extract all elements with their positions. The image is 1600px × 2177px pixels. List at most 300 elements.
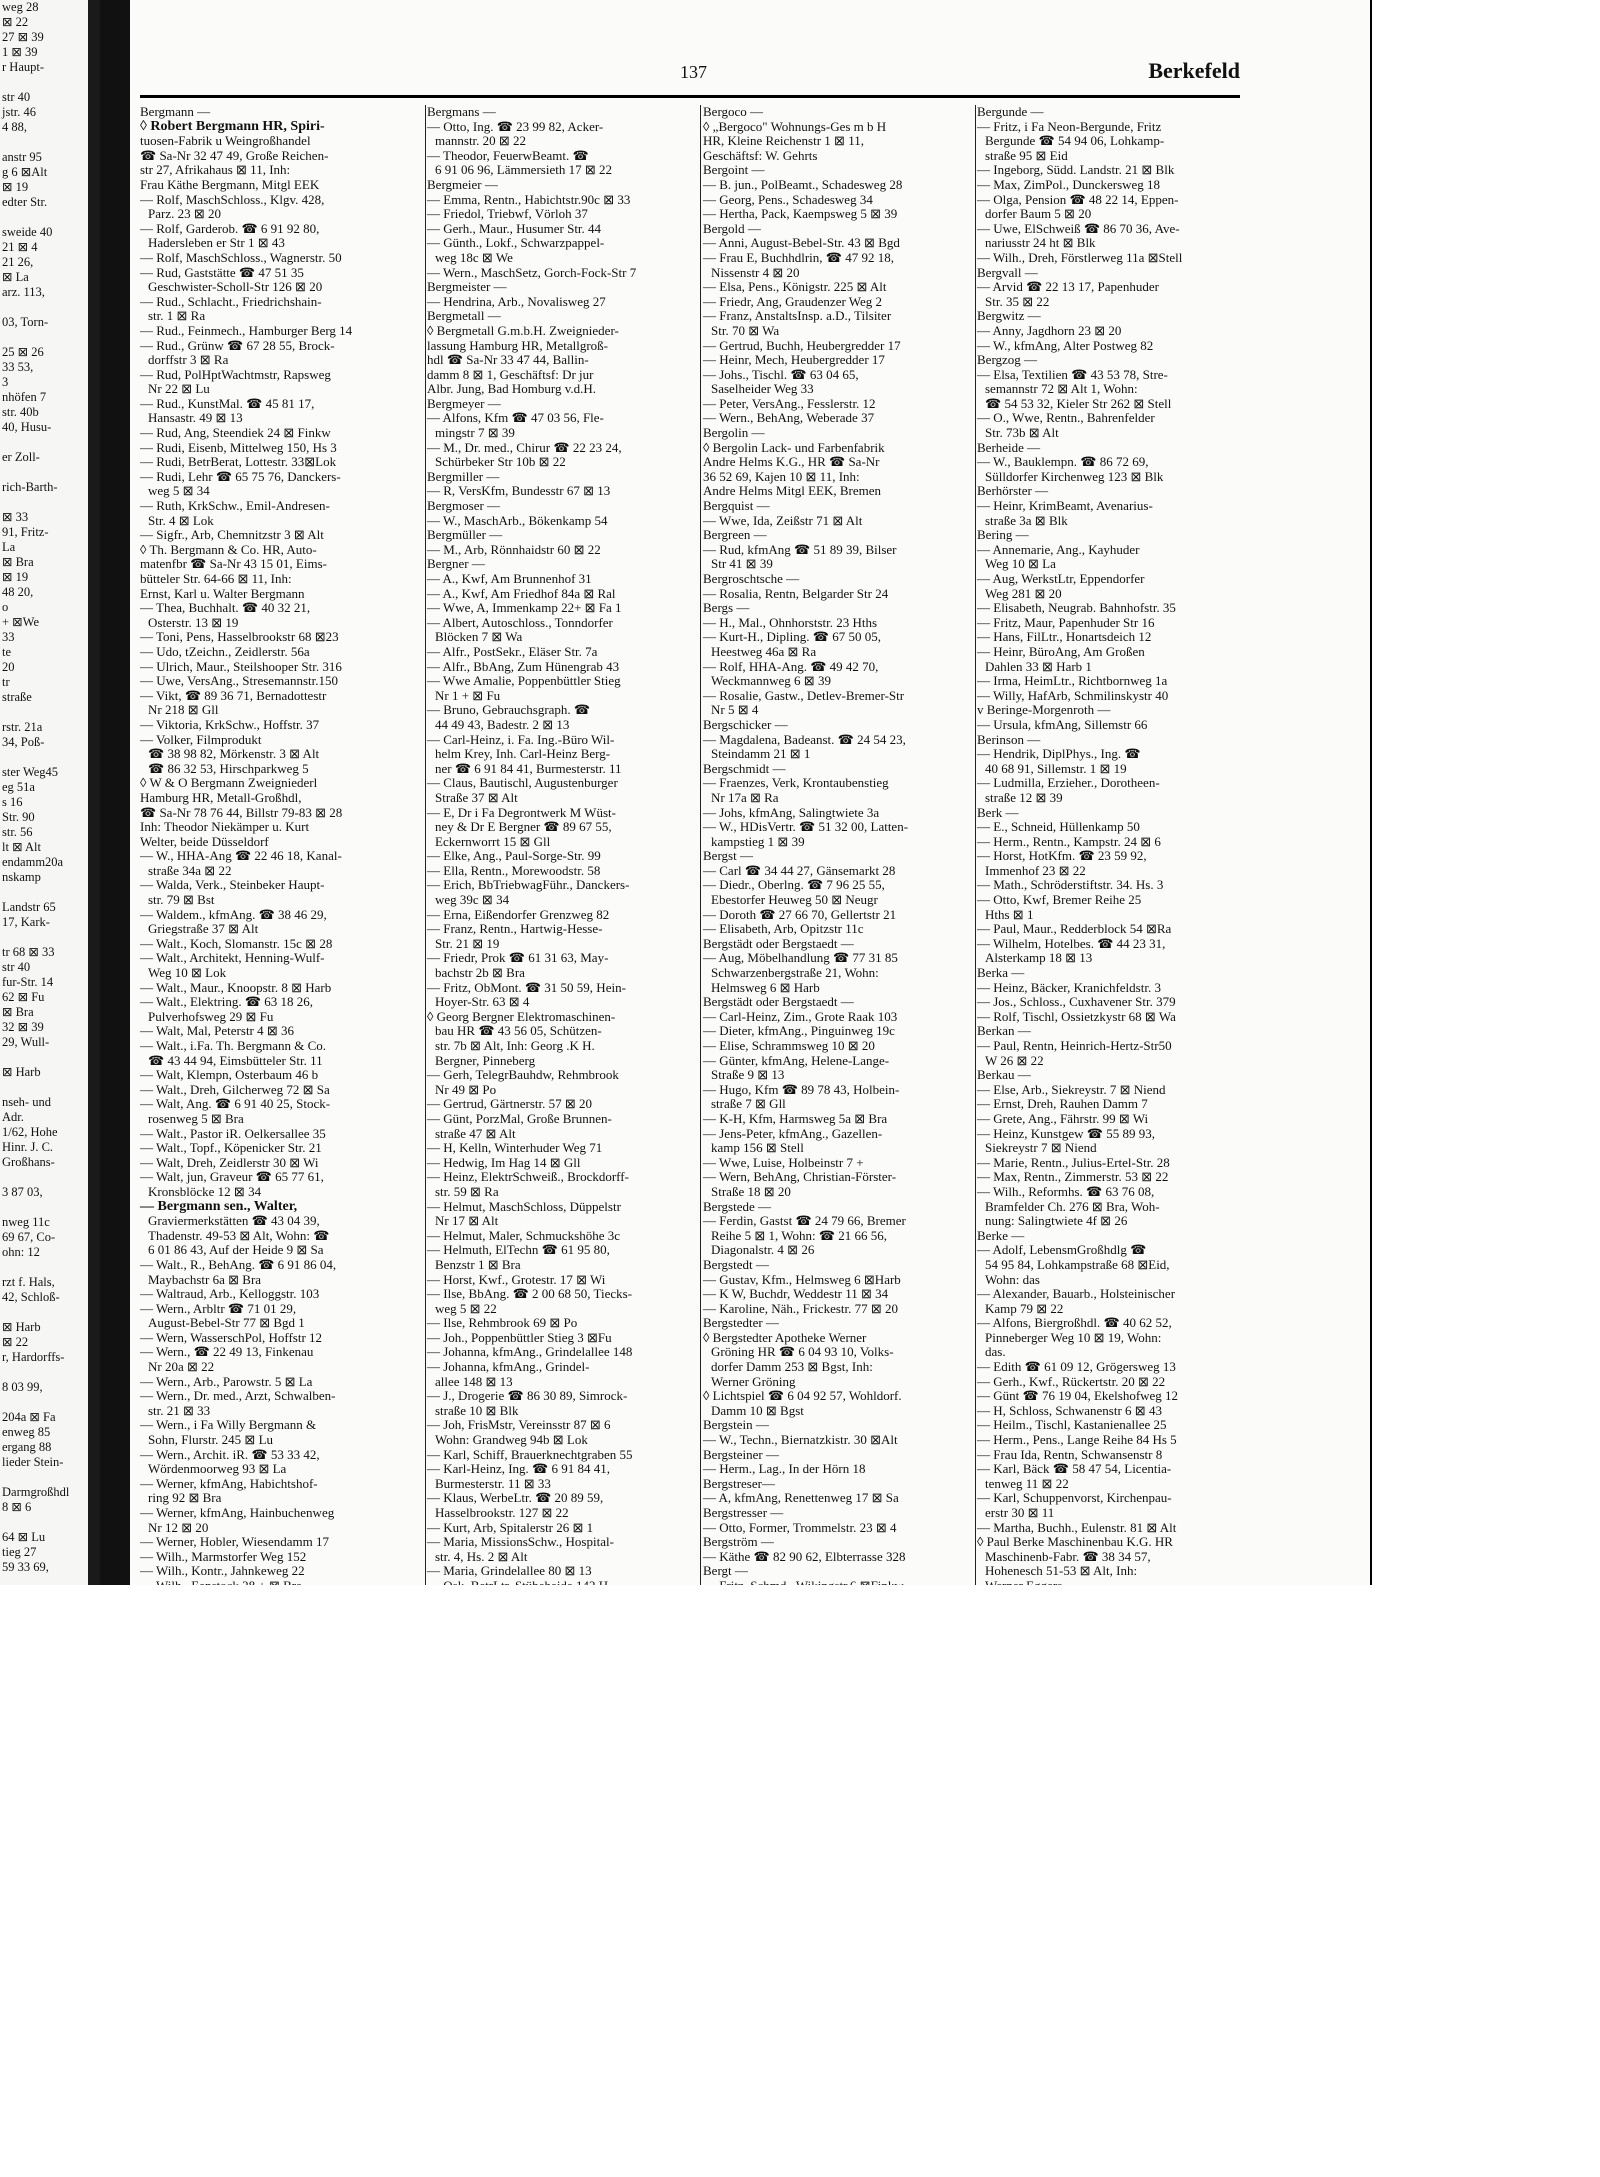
directory-entry: ◊ Georg Bergner Elektromaschinen-	[427, 1008, 616, 1024]
directory-entry: allee 148 ⊠ 13	[435, 1373, 513, 1389]
directory-entry: Straße 18 ⊠ 20	[711, 1183, 791, 1199]
directory-entry: — Hertha, Pack, Kaempsweg 5 ⊠ 39	[703, 206, 898, 222]
surname-heading: Bergst —	[703, 848, 753, 864]
previous-page-line	[0, 705, 100, 720]
directory-entry: Hohenesch 51-53 ⊠ Alt, Inh:	[985, 1563, 1138, 1579]
directory-entry: Saselheider Weg 33	[711, 381, 814, 397]
directory-entry: — Waltraud, Arb., Kelloggstr. 103	[140, 1286, 320, 1302]
previous-page-line	[0, 1395, 100, 1410]
directory-entry: straße 10 ⊠ Blk	[435, 1402, 519, 1418]
previous-page-line: lieder Stein-	[2, 1455, 64, 1469]
directory-entry: — H, Schloss, Schwanenstr 6 ⊠ 43	[977, 1402, 1162, 1418]
previous-page-line	[0, 750, 100, 765]
previous-page-line: 34, Poß-	[2, 735, 45, 749]
directory-entry: Nr 1 + ⊠ Fu	[435, 687, 501, 703]
surname-heading: Berheide —	[977, 439, 1041, 455]
directory-entry: tenweg 11 ⊠ 22	[985, 1475, 1069, 1491]
directory-entry: Bergner, Pinneberg	[435, 1052, 536, 1068]
directory-entry: — Ruth, KrkSchw., Emil-Andresen-	[140, 498, 330, 514]
directory-entry: — Werner, kfmAng, Habichtshof-	[140, 1475, 318, 1491]
previous-page-line: tr 68 ⊠ 33	[2, 945, 55, 959]
previous-page-line: 17, Kark-	[2, 915, 50, 929]
column-divider	[975, 105, 976, 1585]
surname-heading: Bergmeyer —	[427, 395, 501, 411]
directory-entry: — Alexander, Bauarb., Holsteinischer	[977, 1286, 1176, 1302]
directory-entry: — Martha, Buchh., Eulenstr. 81 ⊠ Alt	[977, 1519, 1177, 1535]
directory-entry: — Aug, WerkstLtr, Eppendorfer	[977, 571, 1145, 586]
previous-page-line: g 6 ⊠Alt	[2, 165, 48, 179]
previous-page-line: lt ⊠ Alt	[2, 840, 41, 854]
directory-entry: — Heinz, ElektrSchweiß., Brockdorff-	[427, 1169, 629, 1185]
directory-entry: — Walda, Verk., Steinbeker Haupt-	[140, 877, 325, 893]
directory-entry: — Klaus, WerbeLtr. ☎ 20 89 59,	[427, 1490, 604, 1506]
previous-page-line: Großhans-	[2, 1155, 55, 1169]
directory-entry: — Wern, BehAng, Christian-Förster-	[703, 1169, 897, 1185]
directory-entry: Hasselbrookstr. 127 ⊠ 22	[435, 1505, 569, 1520]
directory-entry: Dahlen 33 ⊠ Harb 1	[985, 658, 1092, 674]
directory-entry: — Jens-Peter, kfmAng., Gazellen-	[703, 1125, 883, 1141]
directory-entry: hdl ☎ Sa-Nr 33 47 44, Ballin-	[427, 352, 589, 368]
directory-entry: — Udo, tZeichn., Zeidlerstr. 56a	[140, 643, 310, 659]
previous-page-line: ⊠ 19	[2, 570, 29, 584]
directory-entry: — Ingeborg, Südd. Landstr. 21 ⊠ Blk	[977, 162, 1175, 178]
directory-entry: erstr 30 ⊠ 11	[985, 1505, 1055, 1520]
previous-page-line: 40, Husu-	[2, 420, 52, 434]
directory-entry: straße 7 ⊠ Gll	[711, 1096, 786, 1112]
directory-entry: — W., HDisVertr. ☎ 51 32 00, Latten-	[703, 819, 909, 835]
previous-page-line: 21 26,	[2, 255, 34, 269]
previous-page-line: 4 88,	[2, 120, 27, 134]
directory-entry: Str 41 ⊠ 39	[711, 556, 773, 572]
directory-entry: Benzstr 1 ⊠ Bra	[435, 1256, 521, 1272]
directory-entry: — Anny, Jagdhorn 23 ⊠ 20	[977, 322, 1122, 338]
directory-entry: — Günter, kfmAng, Helene-Lange-	[703, 1052, 890, 1068]
directory-entry: Andre Helms K.G., HR ☎ Sa-Nr	[703, 454, 880, 470]
previous-page-line	[0, 1470, 100, 1485]
directory-entry: Weckmannweg 6 ⊠ 39	[711, 673, 831, 689]
directory-entry: — Wern, WasserschPol, Hoffstr 12	[140, 1329, 323, 1345]
directory-entry: — Rudi, Lehr ☎ 65 75 76, Danckers-	[140, 468, 341, 484]
column-divider	[700, 105, 701, 1585]
directory-entry: — Rolf, Tischl, Ossietzkystr 68 ⊠ Wa	[977, 1008, 1176, 1024]
directory-entry: — Wern., MaschSetz, Gorch-Fock-Str 7	[427, 264, 637, 280]
directory-entry: Kronsblöcke 12 ⊠ 34	[148, 1183, 262, 1199]
directory-entry: — Horst, Kwf., Grotestr. 17 ⊠ Wi	[427, 1271, 606, 1287]
directory-entry: — J., Drogerie ☎ 86 30 89, Simrock-	[427, 1388, 628, 1404]
directory-entry: — Rudi, BetrBerat, Lottestr. 33⊠Lok	[140, 454, 337, 470]
surname-heading: Bergmeister —	[427, 279, 507, 295]
directory-entry: — Helmuth, ElTechn ☎ 61 95 80,	[427, 1242, 610, 1258]
directory-entry: — Erich, BbTriebwagFühr., Danckers-	[427, 877, 630, 893]
directory-entry: ◊ W & O Bergmann Zweigniederl	[140, 775, 318, 791]
directory-entry: — Kurt-H., Dipling. ☎ 67 50 05,	[703, 629, 881, 645]
directory-entry: mannstr. 20 ⊠ 22	[435, 133, 527, 149]
previous-page-line	[0, 1260, 100, 1275]
directory-entry: — E., Schneid, Hüllenkamp 50	[977, 819, 1140, 835]
previous-page-line	[0, 930, 100, 945]
previous-page-line: r Haupt-	[2, 60, 44, 74]
directory-entry: — Paul, Maur., Redderblock 54 ⊠Ra	[977, 921, 1172, 937]
directory-entry: — Emma, Rentn., Habichtstr.90c ⊠ 33	[427, 191, 631, 207]
previous-page-line	[0, 1200, 100, 1215]
directory-entry: — Herm., Lag., In der Hörn 18	[703, 1461, 866, 1477]
directory-entry: — Else, Arb., Siekreystr. 7 ⊠ Niend	[977, 1081, 1166, 1097]
directory-entry: Blöcken 7 ⊠ Wa	[435, 629, 523, 645]
directory-entry: — Werner, kfmAng, Hainbuchenweg	[140, 1505, 335, 1520]
directory-entry: — Heilm., Tischl, Kastanienallee 25	[977, 1417, 1167, 1433]
directory-entry: ◊ Bergmetall G.m.b.H. Zweignieder-	[427, 322, 619, 338]
previous-page-line: 1 ⊠ 39	[2, 45, 38, 59]
surname-heading: Berk —	[977, 804, 1019, 820]
directory-entry: — Wilh., Marmstorfer Weg 152	[140, 1548, 307, 1564]
directory-entry: — M., Dr. med., Chirur ☎ 22 23 24,	[427, 439, 622, 455]
directory-entry: Eckernworrt 15 ⊠ Gll	[435, 833, 551, 849]
surname-heading: Bergquist —	[703, 498, 770, 514]
directory-entry: — Walt., R., BehAng. ☎ 6 91 86 04,	[140, 1256, 337, 1272]
surname-heading: Bergroschtsche —	[703, 571, 800, 586]
directory-entry: — Carl-Heinz, i. Fa. Ing.-Büro Wil-	[427, 731, 615, 747]
previous-page-line: 29, Wull-	[2, 1035, 50, 1049]
previous-page-line: 8 03 99,	[2, 1380, 43, 1394]
directory-entry: — Wilh., Kontr., Jahnkeweg 22	[140, 1563, 305, 1579]
previous-page-line	[0, 75, 100, 90]
directory-entry: — Ella, Rentn., Morewoodstr. 58	[427, 862, 601, 878]
previous-page-line	[0, 885, 100, 900]
directory-entry: — Ilse, Rehmbrook 69 ⊠ Po	[427, 1315, 578, 1331]
directory-entry: Steindamm 21 ⊠ 1	[711, 746, 811, 762]
directory-entry: — Johs, kfmAng, Salingtwiete 3a	[703, 804, 880, 820]
directory-entry: — Magdalena, Badeanst. ☎ 24 54 23,	[703, 731, 906, 747]
directory-entry: — Elsa, Pens., Königstr. 225 ⊠ Alt	[703, 279, 887, 295]
directory-entry: Maybachstr 6a ⊠ Bra	[148, 1271, 262, 1287]
directory-entry: ney & Dr E Bergner ☎ 89 67 55,	[435, 819, 612, 835]
directory-entry: — Jos., Schloss., Cuxhavener Str. 379	[977, 994, 1176, 1010]
previous-page-line: 64 ⊠ Lu	[2, 1530, 46, 1544]
directory-entry: — Joh, FrisMstr, Vereinsstr 87 ⊠ 6	[427, 1417, 611, 1433]
directory-entry: ner ☎ 6 91 84 41, Burmesterstr. 11	[435, 760, 622, 776]
previous-page-line	[0, 1170, 100, 1185]
directory-entry: helm Krey, Inh. Carl-Heinz Berg-	[435, 746, 611, 762]
previous-page-line: rich-Barth-	[2, 480, 58, 494]
previous-page-line	[0, 330, 100, 345]
surname-heading: Bergstreser—	[703, 1475, 775, 1491]
directory-entry: — Georg, Pens., Schadesweg 34	[703, 191, 873, 207]
surname-heading: Bergstede —	[703, 1198, 771, 1214]
directory-entry: Nissenstr 4 ⊠ 20	[711, 264, 800, 280]
directory-entry: kamp 156 ⊠ Stell	[711, 1140, 804, 1156]
directory-entry: — Fritz, i Fa Neon-Bergunde, Fritz	[977, 118, 1162, 134]
directory-entry: — Paul, Rentn, Heinrich-Hertz-Str50	[977, 1038, 1172, 1053]
directory-entry: — Elisabeth, Neugrab. Bahnhofstr. 35	[977, 600, 1176, 616]
directory-entry: Schürbeker Str 10b ⊠ 22	[435, 454, 566, 470]
page-number: 137	[680, 62, 707, 82]
previous-page-line: jstr. 46	[2, 105, 37, 119]
previous-page-line: ergang 88	[2, 1440, 52, 1454]
directory-entry: 6 01 86 43, Auf der Heide 9 ⊠ Sa	[148, 1242, 324, 1258]
directory-entry: Hoyer-Str. 63 ⊠ 4	[435, 994, 530, 1010]
directory-entry: Pinneberger Weg 10 ⊠ 19, Wohn:	[985, 1329, 1162, 1345]
previous-page-line: edter Str.	[2, 195, 48, 209]
directory-entry: — Rud., Schlacht., Friedrichshain-	[140, 293, 322, 309]
previous-page-line	[0, 1305, 100, 1320]
directory-entry: — Heinr, BüroAng, Am Großen	[977, 643, 1145, 659]
directory-entry: Weg 10 ⊠ La	[985, 556, 1056, 572]
directory-entry: 40 68 91, Sillemstr. 1 ⊠ 19	[985, 760, 1127, 776]
directory-entry: — Frau E, Buchhdlrin, ☎ 47 92 18,	[703, 249, 894, 265]
surname-heading: Bergstein —	[703, 1417, 769, 1433]
directory-entry: — Rud, Gaststätte ☎ 47 51 35	[140, 264, 304, 280]
directory-entry: Straße 37 ⊠ Alt	[435, 789, 518, 805]
directory-entry: ◊ Bergolin Lack- und Farbenfabrik	[703, 439, 885, 455]
directory-entry: — Hans, FilLtr., Honartsdeich 12	[977, 629, 1152, 645]
surname-heading: Bergt —	[703, 1563, 748, 1579]
directory-entry: — O., Wwe, Rentn., Bahrenfelder	[977, 410, 1155, 426]
directory-entry: Helmsweg 6 ⊠ Harb	[711, 979, 820, 995]
directory-entry: Thadenstr. 49-53 ⊠ Alt, Wohn: ☎	[148, 1227, 330, 1243]
directory-entry: — Alfr., BbAng, Zum Hünengrab 43	[427, 658, 620, 674]
directory-entry: Wördenmoorweg 93 ⊠ La	[148, 1461, 287, 1477]
surname-heading: Bergstedt —	[703, 1256, 769, 1272]
directory-entry: — Hugo, Kfm ☎ 89 78 43, Holbein-	[703, 1081, 900, 1097]
previous-page-line: ⊠ Bra	[2, 555, 34, 569]
directory-entry: — Aug, Möbelhandlung ☎ 77 31 85	[703, 950, 898, 966]
directory-entry: Andre Helms Mitgl EEK, Bremen	[703, 483, 881, 499]
running-head: Berkefeld	[1148, 58, 1240, 83]
directory-entry: — Heinr, Mech, Heubergredder 17	[703, 352, 885, 368]
directory-entry: bütteler Str. 64-66 ⊠ 11, Inh:	[140, 571, 292, 586]
directory-entry: — K-H, Kfm, Harmsweg 5a ⊠ Bra	[703, 1110, 888, 1126]
column-divider	[425, 105, 426, 1585]
surname-heading: Bergschmidt —	[703, 760, 786, 776]
previous-page-line: 27 ⊠ 39	[2, 30, 44, 44]
directory-entry: — Friedr, Ang, Graudenzer Weg 2	[703, 293, 883, 309]
directory-entry: — Anni, August-Bebel-Str. 43 ⊠ Bgd	[703, 235, 900, 251]
directory-entry: — Wilhelm, Hotelbes. ☎ 44 23 31,	[977, 935, 1166, 951]
directory-entry: — Franz, Rentn., Hartwig-Hesse-	[427, 921, 603, 937]
directory-entry: ◊ Th. Bergmann & Co. HR, Auto-	[140, 541, 317, 557]
previous-page-line: sweide 40	[2, 225, 53, 239]
directory-entry: — Adolf, LebensmGroßhdlg ☎	[977, 1242, 1147, 1258]
directory-entry: — Theodor, FeuerwBeamt. ☎	[427, 147, 589, 163]
previous-page-line: La	[2, 540, 16, 554]
previous-page-line: arz. 113,	[2, 285, 45, 299]
surname-heading: Bergold —	[703, 220, 761, 236]
directory-entry: — Wern., Dr. med., Arzt, Schwalben-	[140, 1388, 336, 1404]
directory-entry: — Herm., Pens., Lange Reihe 84 Hs 5	[977, 1432, 1177, 1448]
directory-entry: Sohn, Flurstr. 245 ⊠ Lu	[148, 1432, 274, 1448]
directory-entry: dorfer Baum 5 ⊠ 20	[985, 206, 1092, 222]
directory-entry: — W., HHA-Ang ☎ 22 46 18, Kanal-	[140, 848, 342, 864]
directory-entry: Osterstr. 13 ⊠ 19	[148, 614, 239, 630]
directory-entry: — Ulrich, Maur., Steilshooper Str. 316	[140, 658, 342, 674]
previous-page-line: te	[2, 645, 12, 659]
directory-entry: damm 8 ⊠ 1, Geschäftsf: Dr jur	[427, 366, 594, 382]
directory-entry: — W., Techn., Biernatzkistr. 30 ⊠Alt	[703, 1432, 898, 1448]
directory-entry: ☎ 54 53 32, Kieler Str 262 ⊠ Stell	[985, 395, 1172, 411]
previous-page-line: 20	[2, 660, 15, 674]
directory-entry: — Thea, Buchhalt. ☎ 40 32 21,	[140, 600, 311, 616]
directory-entry: — Walt., i.Fa. Th. Bergmann & Co.	[140, 1038, 327, 1053]
directory-entry: — W., kfmAng, Alter Postweg 82	[977, 337, 1154, 353]
surname-heading: Bergsteiner —	[703, 1446, 779, 1462]
directory-entry: — Elise, Schrammsweg 10 ⊠ 20	[703, 1038, 875, 1053]
directory-entry: — Frau Ida, Rentn, Schwansenstr 8	[977, 1446, 1163, 1462]
directory-entry: — Karl-Heinz, Ing. ☎ 6 91 84 41,	[427, 1461, 610, 1477]
directory-entry: Schwarzenbergstraße 21, Wohn:	[711, 965, 879, 981]
previous-page-line: 42, Schloß-	[2, 1290, 60, 1304]
previous-page-line: ⊠ 22	[2, 1335, 29, 1349]
directory-entry: Nr 5 ⊠ 4	[711, 702, 759, 718]
directory-entry: — Diedr., Oberlng. ☎ 7 96 25 55,	[703, 877, 885, 893]
previous-page-line: nskamp	[2, 870, 41, 884]
directory-entry: — Hendrina, Arb., Novalisweg 27	[427, 293, 606, 309]
surname-heading: Bergs —	[703, 600, 750, 616]
directory-entry: — Doroth ☎ 27 66 70, Gellertstr 21	[703, 906, 897, 922]
previous-page-line	[0, 300, 100, 315]
directory-entry: — Ursula, kfmAng, Sillemstr 66	[977, 716, 1148, 732]
directory-entry: — Arvid ☎ 22 13 17, Papenhuder	[977, 279, 1159, 295]
book-gutter	[100, 0, 130, 1585]
surname-heading: Bergunde —	[977, 104, 1044, 119]
directory-entry: mingstr 7 ⊠ 39	[435, 425, 515, 441]
directory-entry: — Walt., Elektring. ☎ 63 18 26,	[140, 994, 314, 1010]
previous-page-line	[0, 135, 100, 150]
directory-entry: — M., Arb, Rönnhaidstr 60 ⊠ 22	[427, 541, 601, 557]
directory-entry: — A., Kwf, Am Friedhof 84a ⊠ Ral	[427, 585, 616, 601]
directory-entry: — Maria, MissionsSchw., Hospital-	[427, 1534, 614, 1550]
directory-entry: — Wern., Arbltr ☎ 71 01 29,	[140, 1300, 297, 1316]
directory-entry: — Rud., Feinmech., Hamburger Berg 14	[140, 322, 353, 338]
directory-entry: Geschäftsf: W. Gehrts	[703, 147, 818, 163]
directory-entry: — Hendrik, DiplPhys., Ing. ☎	[977, 746, 1141, 762]
previous-page-line: 32 ⊠ 39	[2, 1020, 44, 1034]
directory-entry: — W., MaschArb., Bökenkamp 54	[427, 512, 608, 528]
surname-heading: Bergoco —	[703, 104, 764, 119]
previous-page-line: rstr. 21a	[2, 720, 43, 734]
directory-entry: Str. 21 ⊠ 19	[435, 935, 500, 951]
directory-entry: — Annemarie, Ang., Kayhuder	[977, 541, 1140, 557]
previous-page-line	[0, 210, 100, 225]
directory-entry: — K W, Buchdr, Weddestr 11 ⊠ 34	[703, 1286, 889, 1302]
previous-page-line: 21 ⊠ 4	[2, 240, 38, 254]
surname-heading: Bergstresser —	[703, 1505, 784, 1520]
directory-entry: — Uwe, VersAng., Stresemannstr.150	[140, 673, 338, 689]
previous-page-line: Hinr. J. C.	[2, 1140, 54, 1154]
directory-entry: dorfer Damm 253 ⊠ Bgst, Inh:	[711, 1359, 873, 1375]
surname-heading: Bergstädt oder Bergstaedt —	[703, 994, 854, 1010]
directory-entry: — Alfons, Biergroßhdl. ☎ 40 62 52,	[977, 1315, 1172, 1331]
directory-entry: matenfbr ☎ Sa-Nr 43 15 01, Eims-	[140, 556, 327, 572]
directory-entry: — Wwe, A, Immenkamp 22+ ⊠ Fa 1	[427, 600, 622, 616]
previous-page-line: 3 87 03,	[2, 1185, 43, 1199]
previous-page-line: str. 40b	[2, 405, 39, 419]
directory-entry: — Horst, HotKfm. ☎ 23 59 92,	[977, 848, 1147, 864]
surname-heading: Bergoint —	[703, 162, 765, 178]
previous-page-line	[0, 465, 100, 480]
directory-entry: Wohn: das	[985, 1271, 1040, 1287]
directory-entry: — Max, ZimPol., Dunckersweg 18	[977, 176, 1161, 192]
previous-page-line: 69 67, Co-	[2, 1230, 56, 1244]
previous-page-line: ⊠ 19	[2, 180, 29, 194]
directory-entry: HR, Kleine Reichenstr 1 ⊠ 11,	[703, 133, 864, 149]
directory-entry: Nr 12 ⊠ 20	[148, 1519, 209, 1535]
directory-entry: — Wern., Archit. iR. ☎ 53 33 42,	[140, 1446, 320, 1462]
previous-page-line: ster Weg45	[2, 765, 59, 779]
directory-entry: nariusstr 24 ht ⊠ Blk	[985, 235, 1096, 251]
directory-entry: — Edith ☎ 61 09 12, Grögersweg 13	[977, 1359, 1176, 1375]
directory-entry: Nr 17a ⊠ Ra	[711, 789, 779, 805]
directory-entry: Ebestorfer Heuweg 50 ⊠ Neugr	[711, 892, 878, 908]
directory-entry: Nr 17 ⊠ Alt	[435, 1213, 499, 1229]
directory-entry: Siekreystr 7 ⊠ Niend	[985, 1140, 1097, 1156]
directory-entry: Gröning HR ☎ 6 04 93 10, Volks-	[711, 1344, 894, 1360]
directory-entry: bau HR ☎ 43 56 05, Schützen-	[435, 1023, 602, 1039]
directory-entry: 44 49 43, Badestr. 2 ⊠ 13	[435, 716, 570, 732]
directory-entry: semannstr 72 ⊠ Alt 1, Wohn:	[985, 381, 1138, 397]
surname-heading: Bergstädt oder Bergstaedt —	[703, 935, 854, 951]
directory-entry: — Wwe Amalie, Poppenbüttler Stieg	[427, 673, 621, 689]
header-rule	[140, 95, 1240, 98]
directory-entry: — Vikt, ☎ 89 36 71, Bernadottestr	[140, 687, 327, 703]
column-2	[427, 105, 697, 1585]
directory-entry: Alsterkamp 18 ⊠ 13	[985, 950, 1093, 966]
directory-entry: — Walt, Klempn, Osterbaum 46 b	[140, 1067, 319, 1083]
previous-page-line	[0, 1365, 100, 1380]
surname-heading: Bergreen —	[703, 527, 767, 543]
directory-entry: — Käthe ☎ 82 90 62, Elbterrasse 328	[703, 1548, 906, 1564]
directory-entry: — Elisabeth, Arb, Opitzstr 11c	[703, 921, 864, 937]
directory-entry: ◊ Robert Bergmann HR, Spiri-	[140, 118, 325, 134]
directory-entry: — Bruno, Gebrauchsgraph. ☎	[427, 702, 591, 718]
surname-heading: Berka —	[977, 965, 1025, 981]
directory-entry: — Bergmann sen., Walter,	[140, 1198, 298, 1214]
previous-page-line: o	[2, 600, 9, 614]
directory-entry: — Walt., Pastor iR. Oelkersallee 35	[140, 1125, 326, 1141]
directory-entry: ring 92 ⊠ Bra	[148, 1490, 222, 1506]
directory-entry: Heestweg 46a ⊠ Ra	[711, 643, 817, 659]
surname-heading: Bergwitz —	[977, 308, 1041, 324]
directory-entry: nung: Salingtwiete 4f ⊠ 26	[985, 1213, 1128, 1229]
directory-entry: — Uwe, ElSchweiß ☎ 86 70 36, Ave-	[977, 220, 1180, 236]
directory-entry: — Claus, Bautischl, Augustenburger	[427, 775, 618, 791]
directory-entry: das.	[985, 1344, 1006, 1360]
directory-entry: Parz. 23 ⊠ 20	[148, 206, 221, 222]
directory-entry: — Johs., Tischl. ☎ 63 04 65,	[703, 366, 859, 382]
directory-entry: — Viktoria, KrkSchw., Hoffstr. 37	[140, 716, 320, 732]
directory-entry: — Rud., Grünw ☎ 67 28 55, Brock-	[140, 337, 335, 353]
directory-entry: — A, kfmAng, Renettenweg 17 ⊠ Sa	[703, 1490, 899, 1506]
directory-entry: Straße 9 ⊠ 13	[711, 1067, 785, 1083]
directory-entry: Reihe 5 ⊠ 1, Wohn: ☎ 21 66 56,	[711, 1227, 888, 1243]
directory-entry: Str. 4 ⊠ Lok	[148, 512, 214, 528]
directory-entry: Hamburg HR, Metall-Großhdl,	[140, 789, 302, 805]
previous-page-line	[0, 435, 100, 450]
previous-page-line: str. 56	[2, 825, 33, 839]
directory-entry: — W., Bauklempn. ☎ 86 72 69,	[977, 454, 1149, 470]
directory-entry: — Johanna, kfmAng., Grindelallee 148	[427, 1344, 633, 1360]
directory-entry: rosenweg 5 ⊠ Bra	[148, 1110, 244, 1126]
directory-entry: — Willy, HafArb, Schmilinskystr 40	[977, 687, 1169, 703]
directory-entry: — Werner, Hobler, Wiesendamm 17	[140, 1534, 329, 1550]
directory-entry: — Hedwig, Im Hag 14 ⊠ Gll	[427, 1154, 581, 1170]
previous-page-line: er Zoll-	[2, 450, 40, 464]
directory-entry: Hadersleben er Str 1 ⊠ 43	[148, 235, 285, 251]
directory-entry: — Ferdin, Gastst ☎ 24 79 66, Bremer	[703, 1213, 906, 1229]
directory-entry: — Karoline, Näh., Frickestr. 77 ⊠ 20	[703, 1300, 899, 1316]
directory-entry: str 27, Afrikahaus ⊠ 11, Inh:	[140, 162, 291, 178]
directory-entry: — Walt, Mal, Peterstr 4 ⊠ 36	[140, 1023, 295, 1039]
directory-entry: — Walt, jun, Graveur ☎ 65 77 61,	[140, 1169, 324, 1185]
